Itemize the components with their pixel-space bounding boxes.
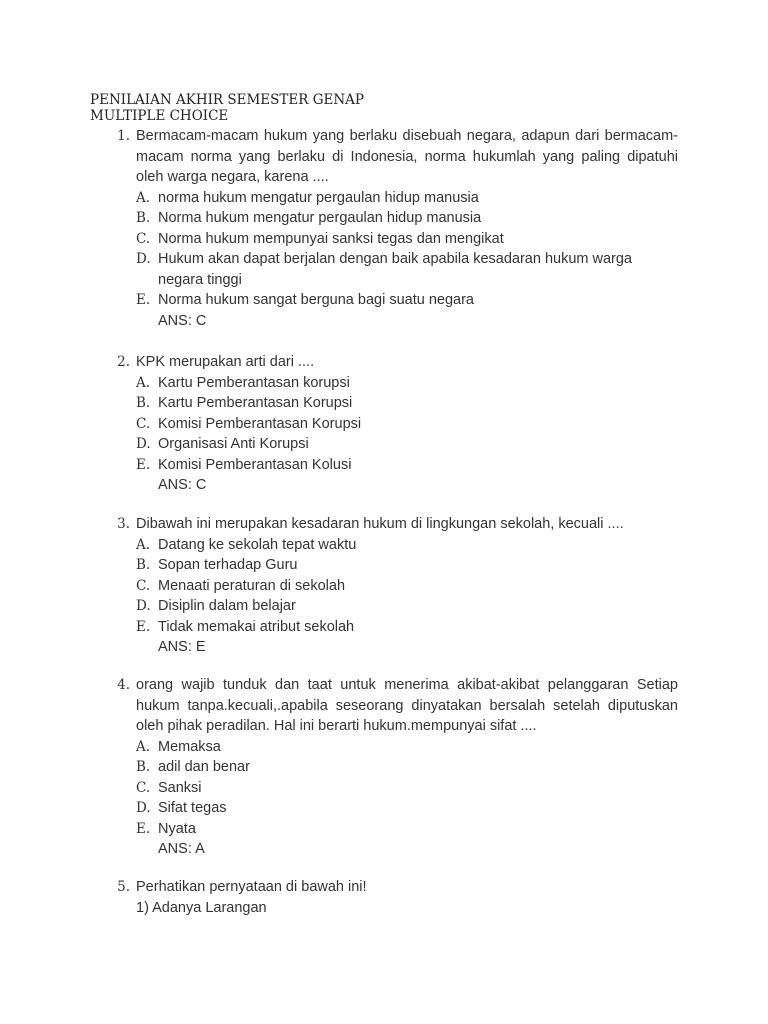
option-text: Komisi Pemberantasan Korupsi — [158, 415, 362, 432]
question-2 — [108, 352, 678, 496]
option-a — [136, 188, 678, 209]
option-text: Sanksi — [158, 779, 202, 796]
option-letter: D. — [136, 436, 151, 452]
option-letter: B. — [136, 557, 151, 573]
answer-key: ANS: C — [158, 312, 207, 329]
option-text: Disiplin dalam belajar — [158, 598, 296, 614]
option-text: Nyata — [158, 820, 196, 837]
option-e — [136, 290, 678, 311]
option-letter: A. — [136, 738, 151, 755]
option-b — [136, 393, 678, 414]
option-letter: D. — [136, 598, 151, 614]
option-text: Norma hukum sangat berguna bagi suatu negara — [158, 292, 474, 308]
option-letter: E. — [136, 820, 151, 837]
option-c — [136, 229, 678, 250]
option-letter: C. — [136, 577, 151, 594]
option-b — [136, 208, 678, 229]
option-letter: B. — [136, 395, 151, 411]
option-letter: C. — [136, 779, 151, 796]
option-letter: A. — [136, 536, 151, 553]
question-4 — [108, 675, 678, 860]
option-a — [136, 373, 678, 394]
question-text: Perhatikan pernyataan di bawah ini! — [136, 879, 367, 895]
option-text: Memaksa — [158, 738, 221, 755]
option-text: Organisasi Anti Korupsi — [158, 436, 309, 452]
question-number: 4. — [117, 677, 130, 693]
question-text: orang wajib tunduk dan taat untuk menerima akibat-akibat pelanggaran Setiap hukum tanpa.kecuali,.apabila seseorang dinyatakan bersalah setelah diputuskan oleh pihak peradilan. Hal ini berarti hukum.mempunyai sifat .... — [136, 677, 678, 734]
question-number: 5. — [117, 879, 130, 895]
question-1 — [108, 126, 678, 331]
option-text: Sopan terhadap Guru — [158, 557, 298, 573]
option-a — [136, 535, 678, 556]
option-a — [136, 737, 678, 758]
option-e — [136, 819, 678, 840]
option-list — [136, 373, 678, 476]
option-letter: D. — [136, 251, 151, 267]
option-text: Komisi Pemberantasan Kolusi — [158, 456, 352, 473]
option-text: Hukum akan dapat berjalan dengan baik apabila kesadaran hukum warga negara tinggi — [158, 251, 632, 288]
section-subtitle: MULTIPLE CHOICE — [90, 108, 229, 124]
option-letter: E. — [136, 456, 151, 473]
option-c — [136, 778, 678, 799]
option-text: Datang ke sekolah tepat waktu — [158, 536, 357, 553]
question-number: 1. — [117, 128, 130, 144]
option-letter: A. — [136, 374, 151, 391]
question-text: Bermacam-macam hukum yang berlaku disebuah negara, adapun dari bermacam-macam norma yang berlaku di Indonesia, norma hukumlah yang paling dipatuhi oleh warga negara, karena .... — [136, 128, 678, 185]
question-text: KPK merupakan arti dari .... — [136, 354, 315, 370]
answer-key: ANS: A — [158, 841, 205, 857]
option-list — [136, 737, 678, 840]
option-text: adil dan benar — [158, 759, 250, 775]
option-text: Kartu Pemberantasan Korupsi — [158, 395, 353, 411]
document-header — [90, 92, 364, 124]
option-d — [136, 434, 678, 455]
option-letter: B. — [136, 759, 151, 775]
option-b — [136, 555, 678, 576]
option-c — [136, 576, 678, 597]
question-3 — [108, 514, 678, 658]
question-number: 2. — [117, 354, 130, 370]
option-letter: D. — [136, 800, 151, 816]
option-letter: C. — [136, 230, 151, 247]
option-c — [136, 414, 678, 435]
option-letter: A. — [136, 189, 151, 206]
option-text: Kartu Pemberantasan korupsi — [158, 374, 350, 391]
option-text: Sifat tegas — [158, 800, 227, 816]
answer-key: ANS: E — [158, 639, 206, 655]
statement-item: 1) Adanya Larangan — [136, 899, 267, 916]
page-title: PENILAIAN AKHIR SEMESTER GENAP — [90, 92, 365, 108]
question-text: Dibawah ini merupakan kesadaran hukum di lingkungan sekolah, kecuali .... — [136, 516, 624, 532]
answer-key: ANS: C — [158, 477, 207, 493]
option-letter: E. — [136, 292, 151, 308]
option-text: Menaati peraturan di sekolah — [158, 577, 346, 594]
option-letter: B. — [136, 210, 151, 226]
option-text: Tidak memakai atribut sekolah — [158, 618, 355, 635]
option-b — [136, 757, 678, 778]
option-d — [136, 798, 678, 819]
option-e — [136, 617, 678, 638]
option-text: Norma hukum mengatur pergaulan hidup manusia — [158, 210, 482, 226]
option-list — [136, 188, 678, 311]
option-text: norma hukum mengatur pergaulan hidup manusia — [158, 189, 479, 206]
option-d — [136, 249, 678, 290]
option-text: Norma hukum mempunyai sanksi tegas dan mengikat — [158, 230, 504, 247]
option-letter: C. — [136, 415, 151, 432]
option-e — [136, 455, 678, 476]
option-d — [136, 596, 678, 617]
option-list — [136, 535, 678, 638]
question-number: 3. — [117, 516, 130, 532]
option-letter: E. — [136, 618, 151, 635]
question-5 — [108, 877, 678, 918]
